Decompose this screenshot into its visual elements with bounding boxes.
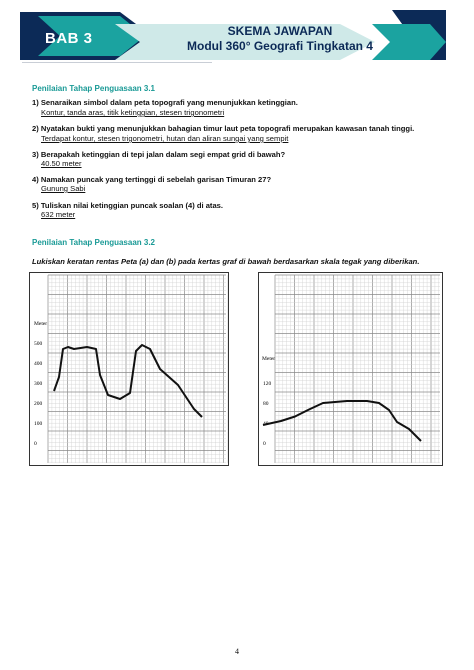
graph-b-ticks <box>263 381 272 447</box>
y-tick-label: 100 <box>34 421 43 427</box>
section-title-3-2: Penilaian Tahap Penguasaan 3.2 <box>32 238 156 247</box>
graph-a-ticks <box>34 341 43 447</box>
section-title-3-1: Penilaian Tahap Penguasaan 3.1 <box>32 84 156 93</box>
y-tick-label: 120 <box>263 381 272 387</box>
graph-a-grid <box>48 275 227 463</box>
question-2: 2) Nyatakan bukti yang menunjukkan bahagian timur laut peta topografi merupakan kawasan tanah tinggi. <box>32 124 415 133</box>
y-tick-label: 40 <box>263 421 269 427</box>
question-1: 1) Senaraikan simbol dalam peta topografi yang menunjukkan ketinggian. <box>32 98 298 107</box>
chapter-label: BAB 3 <box>45 30 93 47</box>
page-number: 4 <box>235 647 239 656</box>
header-divider <box>22 62 212 63</box>
y-tick-label: 300 <box>34 381 43 387</box>
y-tick-label: 200 <box>34 401 43 407</box>
y-tick-label: 0 <box>263 441 266 447</box>
graph-b-canvas <box>259 273 442 465</box>
graph-a-canvas <box>30 273 228 465</box>
graph-a-unit-label: Meter <box>34 321 48 327</box>
y-tick-label: 0 <box>34 441 37 447</box>
y-tick-label: 80 <box>263 401 269 407</box>
y-tick-label: 400 <box>34 361 43 367</box>
answer-4: Gunung Sabi <box>41 184 86 193</box>
answer-1: Kontur, tanda aras, titik ketinggian, stesen trigonometri <box>41 108 225 117</box>
y-tick-label: 500 <box>34 341 43 347</box>
graph-b-unit-label: Meter <box>262 356 276 362</box>
question-3: 3) Berapakah ketinggian di tepi jalan dalam segi empat grid di bawah? <box>32 150 286 159</box>
instruction-text: Lukiskan keratan rentas Peta (a) dan (b) pada kertas graf di bawah berdasarkan skala tegak yang diberikan. <box>32 257 420 266</box>
question-4: 4) Namakan puncak yang tertinggi di sebelah garisan Timuran 27? <box>32 175 272 184</box>
answer-3: 40.50 meter <box>41 159 82 168</box>
graph-a-profile-line <box>54 345 202 417</box>
question-5: 5) Tuliskan nilai ketinggian puncak soalan (4) di atas. <box>32 201 224 210</box>
answer-2: Terdapat kontur, stesen trigonometri, hutan dan aliran sungai yang sempit <box>41 134 289 143</box>
page-title: SKEMA JAWAPAN <box>227 24 333 38</box>
page-subtitle: Modul 360° Geografi Tingkatan 4 <box>187 39 373 53</box>
graph-paper-b <box>258 272 443 466</box>
answer-5: 632 meter <box>41 210 76 219</box>
graph-paper-a <box>29 272 229 466</box>
header-banner <box>0 0 474 62</box>
